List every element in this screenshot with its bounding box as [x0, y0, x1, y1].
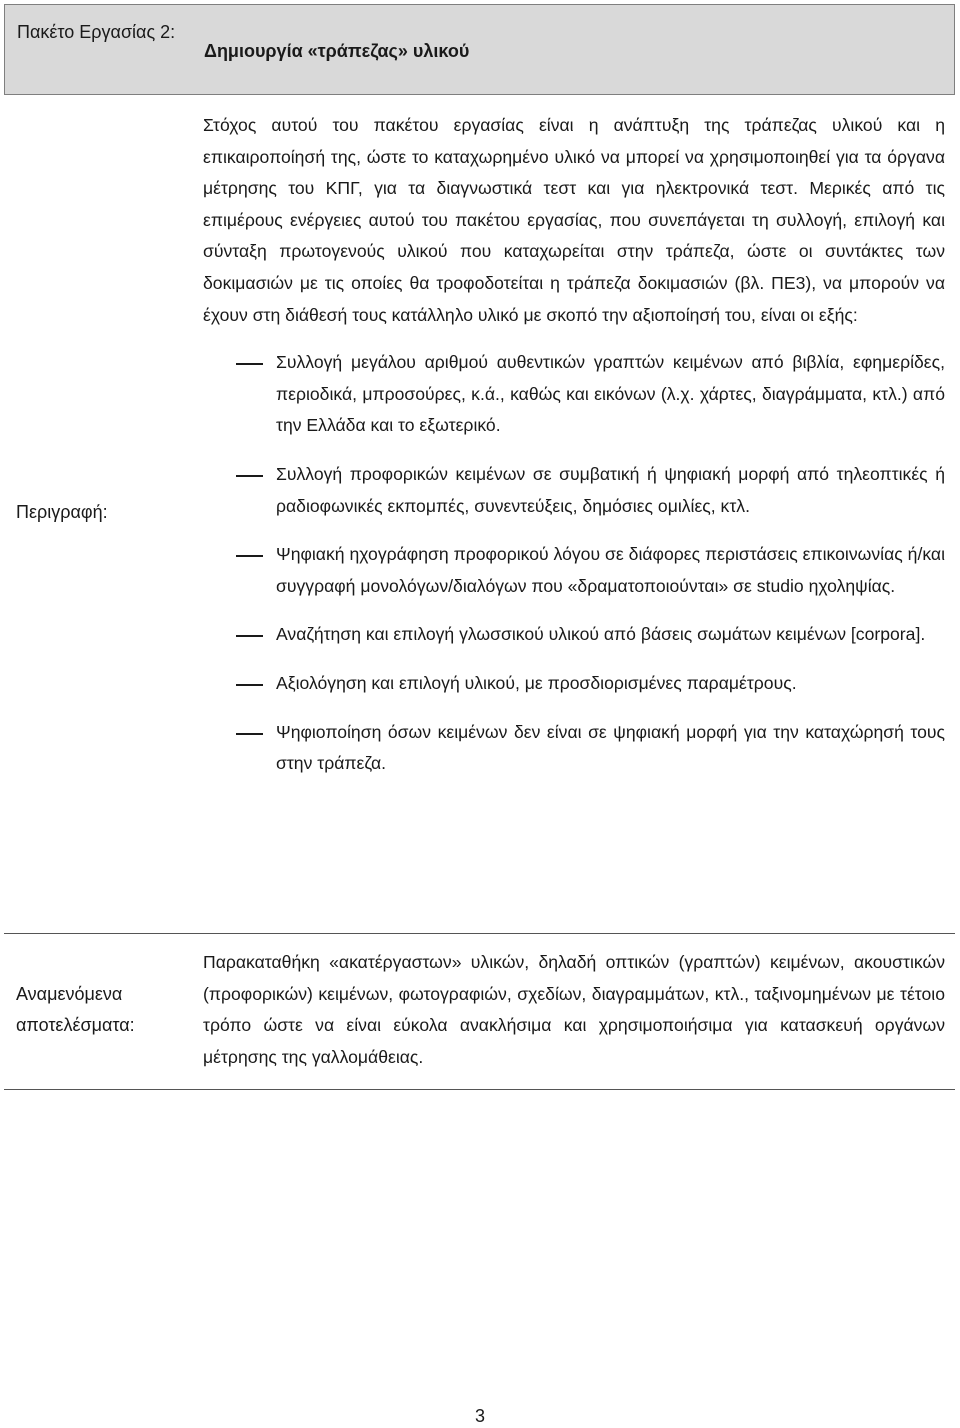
row-divider: [4, 933, 955, 934]
list-item: [203, 619, 945, 651]
list-item-text: Ψηφιοποίηση όσων κειμένων δεν είναι σε ψηφιακή μορφή για την καταχώρησή τους στην τράπεζα.: [276, 721, 945, 774]
work-package-title: Δημιουργία «τράπεζας» υλικού: [204, 41, 470, 61]
activity-list: [203, 347, 945, 780]
work-package-label: Πακέτο Εργασίας 2:: [17, 22, 176, 42]
table-bottom-border: [4, 1089, 955, 1090]
list-item: [203, 668, 945, 700]
list-item-text: Συλλογή μεγάλου αριθμού αυθεντικών γραπτών κειμένων από βιβλία, εφημερίδες, περιοδικά, μπροσούρες, κ.ά., καθώς και εικόνων (λ.χ. χάρτες, διαγράμματα, κτλ.) από την Ελλάδα και το εξωτερικό.: [276, 352, 945, 436]
description-label: Περιγραφή:: [16, 502, 108, 522]
dash-bullet-icon: [236, 555, 263, 557]
expected-results-label: Αναμενόμενα αποτελέσματα:: [16, 984, 135, 1035]
list-item: [203, 539, 945, 602]
dash-bullet-icon: [236, 635, 263, 637]
dash-bullet-icon: [236, 363, 263, 365]
expected-results-text: Παρακαταθήκη «ακατέργαστων» υλικών, δηλαδή οπτικών (γραπτών) κειμένων, ακουστικών (προφορικών) κειμένων, φωτογραφιών, σχεδίων, διαγραμμάτων, κτλ., ταξινομημένων με τέτοιο τρόπο ώστε να είναι εύκολα ανακλήσιμα και χρησιμοποιήσιμα για κατασκευή οργάνων μέτρησης της γαλλομάθειας.: [203, 952, 945, 1067]
page-number: 3: [474, 1406, 485, 1426]
dash-bullet-icon: [236, 733, 263, 735]
list-item-text: Συλλογή προφορικών κειμένων σε συμβατική ή ψηφιακή μορφή από τηλεοπτικές ή ραδιοφωνικές εκπομπές, συνεντεύξεις, δημόσιες ομιλίες, κτλ.: [276, 463, 945, 516]
list-item: [203, 347, 945, 442]
expected-results-content: [203, 947, 945, 1073]
header-row: [4, 4, 955, 95]
list-item-text: Αναζήτηση και επιλογή γλωσσικού υλικού από βάσεις σωμάτων κειμένων [corpora].: [276, 624, 926, 645]
description-intro: Στόχος αυτού του πακέτου εργασίας είναι η ανάπτυξη της τράπεζας υλικού και η επικαιροποίησή της, ώστε το καταχωρημένο υλικό να μπορεί να χρησιμοποιηθεί για τα όργανα μέτρησης του ΚΠΓ, για τα διαγνωστικά τεστ και για ηλεκτρονικά τεστ. Μερικές από τις επιμέρους ενέργειες αυτού του πακέτου εργασίας, που συνεπάγεται τη συλλογή, επιλογή και σύνταξη πρωτογενούς υλικού που καταχωρείται στην τράπεζα, ώστε οι συντάκτες των δοκιμασιών με τις οποίες θα τροφοδοτείται η τράπεζα δοκιμασιών (βλ. ΠΕ3), να μπορούν να έχουν στη διάθεσή τους κατάλληλο υλικό με σκοπό την αξιοποίησή του, είναι οι εξής:: [203, 115, 945, 325]
description-content: [203, 110, 945, 780]
dash-bullet-icon: [236, 475, 263, 477]
dash-bullet-icon: [236, 684, 263, 686]
list-item: [203, 459, 945, 522]
list-item: [203, 717, 945, 780]
list-item-text: Ψηφιακή ηχογράφηση προφορικού λόγου σε διάφορες περιστάσεις επικοινωνίας ή/και συγγραφή μονολόγων/διαλόγων που «δραματοποιούνται» σε studio ηχοληψίας.: [276, 544, 945, 596]
list-item-text: Αξιολόγηση και επιλογή υλικού, με προσδιορισμένες παραμέτρους.: [276, 672, 797, 693]
